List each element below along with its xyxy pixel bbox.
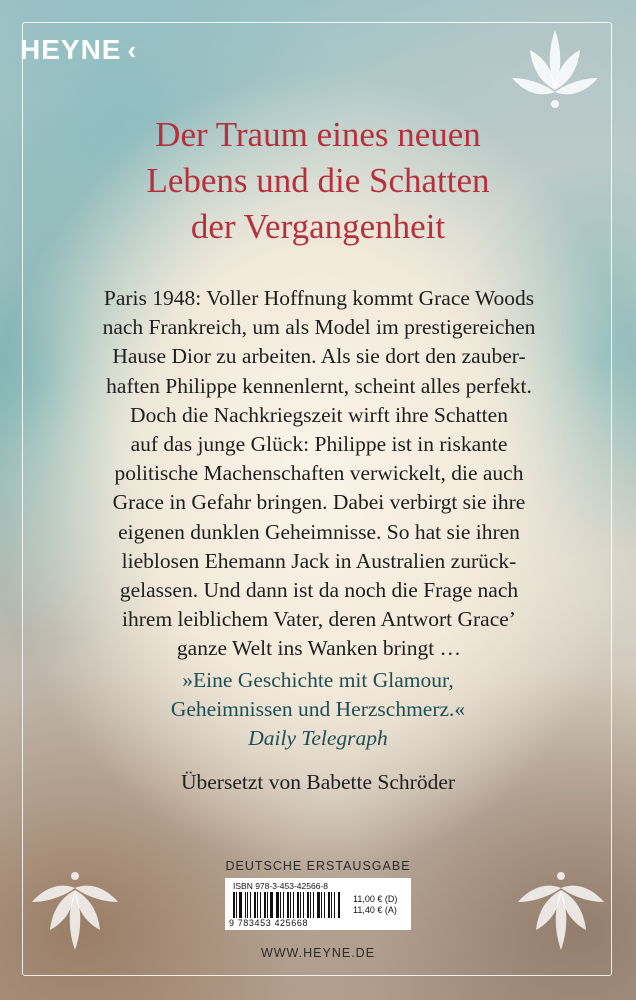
review-quote [60,666,576,753]
headline [40,112,596,250]
review-quote-line: »Eine Geschichte mit Glamour, [182,668,454,692]
barcode-icon [231,892,343,918]
blurb-line: nach Frankreich, um als Model im prestigereichen [102,315,536,340]
headline-line: der Vergangenheit [190,207,446,246]
blurb-line: gelassen. Und dann ist da noch die Frage nach [119,578,519,603]
blurb-line: eigenen dunklen Geheimnisse. So hat sie ihren [118,519,520,544]
price-germany: 11,00 € (D) [353,894,398,904]
publisher-logo [20,34,137,66]
edition-label: DEUTSCHE ERSTAUSGABE [225,859,411,873]
blurb-line: politische Machenschaften verwickelt, die auch [114,461,524,486]
price-austria: 11,40 € (A) [353,905,397,915]
barcode-digits: 9 783453 425668 [229,918,309,928]
blurb-line: auf das junge Glück: Philippe ist in riskante [130,432,508,457]
blurb-line: ganze Welt ins Wanken bringt … [176,636,462,661]
translator-credit: Übersetzt von Babette Schröder [180,770,456,794]
blurb-line: lieblosen Ehemann Jack in Australien zurück- [121,548,517,573]
blurb-line: Doch die Nachkriegszeit wirft ihre Schatten [130,402,508,427]
review-quote-line: Geheimnissen und Herzschmerz.« [170,697,466,721]
blurb-text [70,284,568,664]
publisher-website: WWW.HEYNE.DE [260,946,376,960]
chevron-left-icon: ‹ [127,35,138,65]
review-source: Daily Telegraph [248,726,388,750]
blurb-line: Paris 1948: Voller Hoffnung kommt Grace Woods [103,286,535,310]
blurb-line: Hause Dior zu arbeiten. Als sie dort den zauber- [112,344,526,369]
headline-line: Der Traum eines neuen [155,115,481,154]
blurb-line: haften Philippe kennenlernt, scheint alles perfekt. [106,373,532,398]
headline-line: Lebens und die Schatten [146,161,490,200]
blurb-line: Grace in Gefahr bringen. Dabei verbirgt sie ihre [112,490,526,515]
publisher-logo-text: HEYNE [20,34,122,65]
isbn-number: ISBN 978-3-453-42566-8 [233,881,328,891]
barcode-panel [225,878,411,930]
blurb-line: ihrem leiblichem Vater, deren Antwort Grace’ [122,607,516,632]
